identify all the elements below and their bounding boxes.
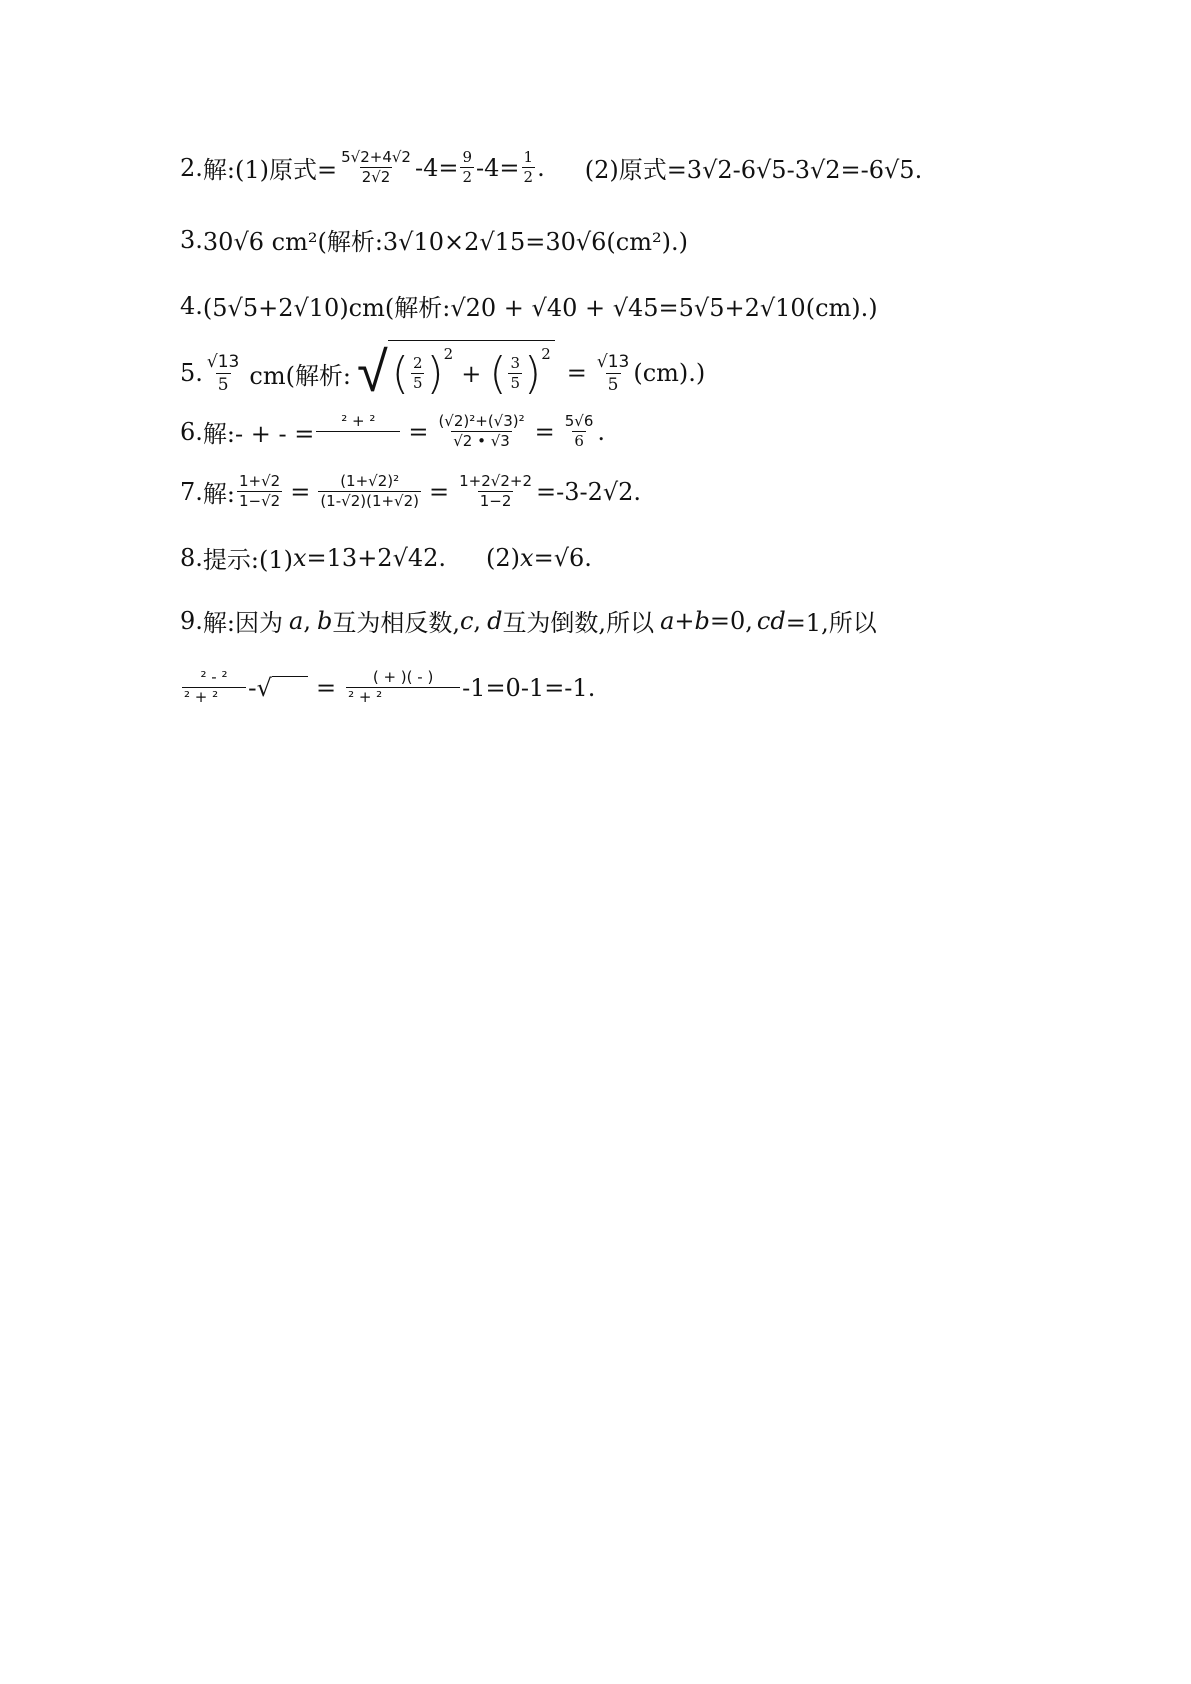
- fraction: $\frac{\text{² - ²}}{\text{² + ²}}$: [182, 668, 246, 707]
- item-part-2: (2)原式=3√2-6√5-3√2=-6√5.: [584, 156, 923, 184]
- item-number: 8.: [180, 543, 203, 572]
- item-number: 6.: [180, 417, 203, 446]
- fraction: $\frac{5√6}{6}$: [564, 412, 594, 450]
- answer-item-8: 8. 提示:(1) x =13+2√42. (2) x =√6.: [180, 543, 592, 574]
- answer-item-3: [180, 222, 688, 257]
- item-number: 5.: [180, 359, 203, 387]
- square-root: √ ( $\frac{2}{5}$ ) 2 + ( $\frac{3}{5}$ ) 2: [357, 340, 555, 406]
- fraction: $\frac{1+2√2+2}{1-2}$: [459, 472, 532, 510]
- fraction: ² + ²: [316, 412, 400, 451]
- item-lead: 解:(1)原式=: [202, 156, 338, 184]
- answer-item-4: [180, 288, 878, 323]
- item-text: (5√5+2√10)cm(解析:√20 + √40 + √45=5√5+2√10(cm).): [202, 294, 878, 322]
- answer-item-7: 7. 解: $\frac{1+√2}{1-√2}$ = $\frac{\text{(1+√2)²}}{(1-√2)(1+√2)}$ = $\frac{1+2√2+2}{1-2}$ =-3-2√2.: [180, 472, 642, 510]
- answer-item-9-continued: $\frac{\text{² - ²}}{\text{² + ²}}$ -√ = $\frac{( + )( - )}{\text{² + ²}}$ -1=0-1=-1.: [184, 668, 596, 706]
- fraction: $\frac{\text{(1+√2)²}}{(1-√2)(1+√2)}$: [320, 472, 420, 510]
- answer-item-5: 5. $\frac{√13}{5}$ cm(解析: √ ( $\frac{2}{5}$ ) 2 + ( $\frac{3}{5}$ ) 2 = $\frac{√13}{5}$ (cm).): [180, 340, 706, 405]
- answer-item-2: 2. 解:(1)原式= $\frac{5√2+4√2}{2√2}$ -4= $\frac{9}{2}$ -4= $\frac{1}{2}$ . (2)原式=3√2-6√5-3√2=-6√5.: [180, 148, 923, 186]
- fraction: $\frac{9}{2}$: [462, 148, 473, 186]
- fraction: $\frac{1+√2}{1-√2}$: [239, 472, 281, 510]
- fraction: $\frac{\text{(√2)²+(√3)²}}{√2 • √3}$: [438, 412, 525, 450]
- item-number: 7.: [180, 477, 203, 506]
- fraction: $\frac{1}{2}$: [523, 148, 534, 186]
- fraction: $\frac{√13}{5}$: [206, 351, 240, 395]
- item-text: 30√6 cm²(解析:3√10×2√15=30√6(cm²).): [202, 228, 688, 256]
- answer-item-9: 9. 解:因为 a , b 互为相反数, c , d 互为倒数,所以 a+b =0, cd =1,所以: [180, 606, 877, 637]
- item-number: 4.: [180, 291, 203, 320]
- item-number: 2.: [180, 153, 203, 182]
- fraction: $\frac{5√2+4√2}{2√2}$: [341, 148, 411, 186]
- answer-item-6: 6. 解:- + - = ² + ² = $\frac{\text{(√2)²+(√3)²}}{√2 • √3}$ = $\frac{5√6}{6}$ .: [180, 412, 606, 450]
- item-number: 9.: [180, 606, 203, 635]
- fraction: $\frac{√13}{5}$: [596, 351, 630, 395]
- fraction: $\frac{( + )( - )}{\text{² + ²}}$: [346, 668, 460, 707]
- item-number: 3.: [180, 225, 203, 254]
